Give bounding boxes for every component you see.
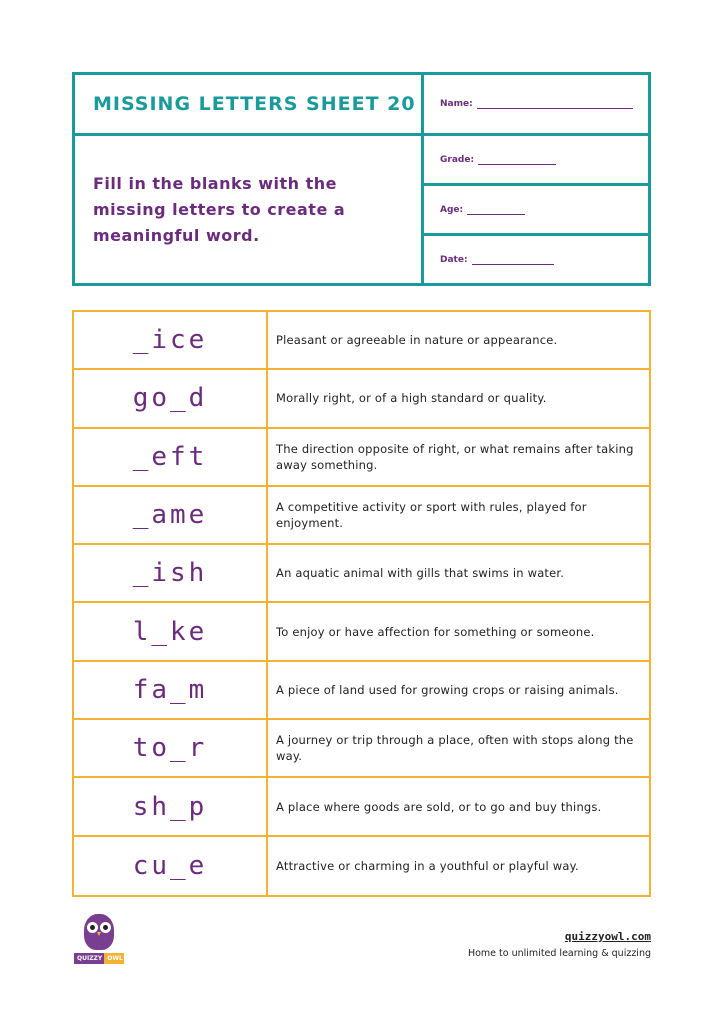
word-definition: A competitive activity or sport with rules, played for enjoyment.: [276, 500, 587, 531]
word-definition: A place where goods are sold, or to go and buy things.: [276, 799, 602, 814]
word-row: [74, 662, 649, 720]
missing-letter-word[interactable]: _ame: [74, 487, 268, 543]
word-row: [74, 545, 649, 603]
grade-label: Grade:: [440, 154, 475, 165]
date-field[interactable]: [424, 236, 648, 283]
word-row: [74, 429, 649, 487]
word-definition: A piece of land used for growing crops or raising animals.: [276, 682, 619, 697]
word-row: [74, 312, 649, 370]
quizzy-owl-logo[interactable]: [74, 914, 124, 966]
worksheet-header: [72, 72, 651, 286]
age-blank-line[interactable]: [467, 205, 525, 215]
age-label: Age:: [440, 204, 464, 215]
word-row: [74, 778, 649, 836]
instructions: Fill in the blanks with the missing letters to create a meaningful word.: [75, 136, 424, 283]
page-title: MISSING LETTERS SHEET 20: [75, 75, 424, 136]
date-blank-line[interactable]: [472, 255, 554, 265]
name-blank-line[interactable]: [477, 99, 633, 109]
word-row: [74, 603, 649, 661]
grade-field[interactable]: [424, 136, 648, 186]
owl-logo-icon: [84, 914, 114, 950]
date-label: Date:: [440, 254, 468, 265]
word-row: [74, 837, 649, 895]
missing-letter-word[interactable]: _eft: [74, 429, 268, 485]
word-definition: A journey or trip through a place, often with stops along the way.: [276, 733, 634, 764]
missing-letter-word[interactable]: go_d: [74, 370, 268, 426]
missing-letter-word[interactable]: _ish: [74, 545, 268, 601]
word-definition: The direction opposite of right, or what remains after taking away something.: [276, 441, 634, 472]
logo-word-quizzy: QUIZZY: [74, 953, 104, 964]
logo-wordmark: [74, 953, 124, 964]
missing-letter-word[interactable]: l_ke: [74, 603, 268, 659]
missing-letter-word[interactable]: cu_e: [74, 837, 268, 895]
name-label: Name:: [440, 99, 473, 109]
logo-word-owl: OWL: [107, 955, 123, 962]
owl-beak: [97, 932, 101, 936]
word-row: [74, 720, 649, 778]
missing-letter-word[interactable]: to_r: [74, 720, 268, 776]
word-row: [74, 487, 649, 545]
word-definition: To enjoy or have affection for something or someone.: [276, 624, 595, 639]
word-definition: An aquatic animal with gills that swims in water.: [276, 566, 565, 581]
site-tagline: Home to unlimited learning & quizzing: [467, 948, 651, 959]
word-definition: Pleasant or agreeable in nature or appearance.: [276, 333, 558, 348]
name-field[interactable]: [424, 75, 648, 136]
age-field[interactable]: [424, 186, 648, 236]
owl-right-eye: [100, 922, 111, 933]
grade-blank-line[interactable]: [478, 155, 556, 165]
site-link[interactable]: quizzyowl.com: [564, 930, 651, 943]
word-definition: Attractive or charming in a youthful or playful way.: [276, 858, 579, 873]
missing-letter-word[interactable]: fa_m: [74, 662, 268, 718]
word-definition: Morally right, or of a high standard or quality.: [276, 391, 547, 406]
missing-letter-word[interactable]: _ice: [74, 312, 268, 368]
word-table: [72, 310, 651, 897]
word-row: [74, 370, 649, 428]
missing-letter-word[interactable]: sh_p: [74, 778, 268, 834]
